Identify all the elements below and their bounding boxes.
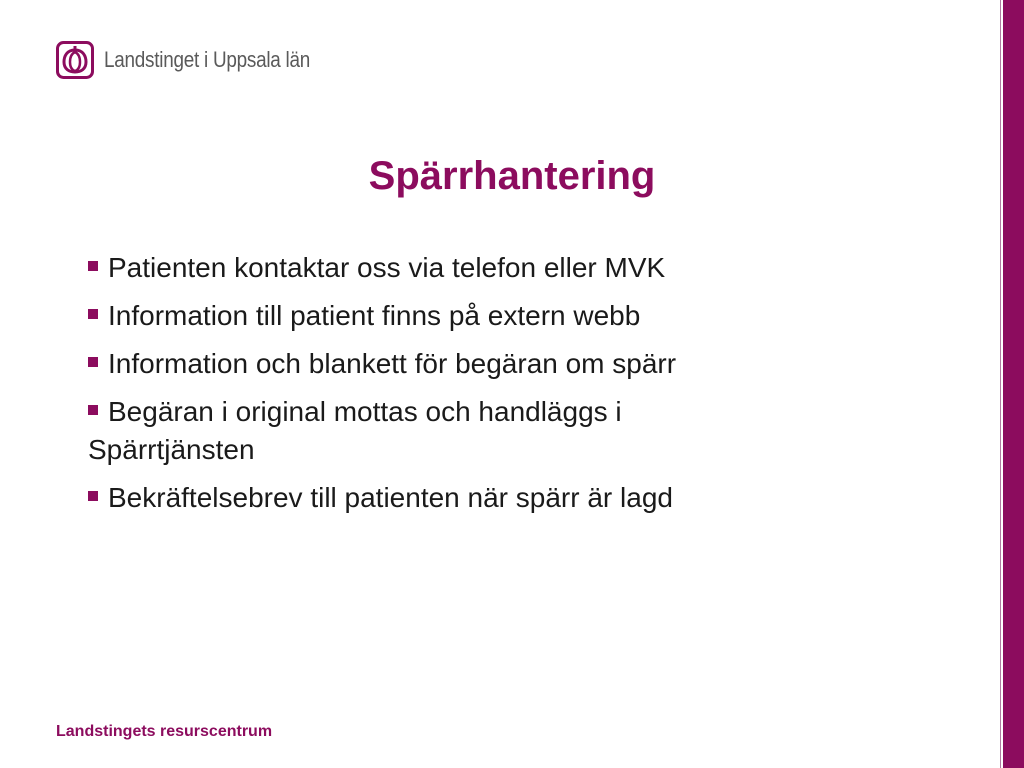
right-edge-line [1000, 0, 1001, 768]
bullet-text: Bekräftelsebrev till patienten när spärr är lagd [108, 482, 673, 513]
bullet-item [88, 249, 968, 287]
bullet-text: Patienten kontaktar oss via telefon eller MVK [108, 252, 666, 283]
bullet-item [88, 345, 968, 383]
bullet-item [88, 297, 968, 335]
bullet-text: Information och blankett för begäran om spärr [108, 348, 677, 379]
slide-title: Spärrhantering [368, 154, 656, 198]
logo-text: Landstinget i Uppsala län [104, 47, 311, 72]
bullet-text: Information till patient finns på extern webb [108, 300, 641, 331]
bullet-item [88, 479, 968, 517]
header-logo [56, 40, 344, 80]
bullet-square-icon [88, 491, 98, 501]
bullet-text: Begäran i original mottas och handläggs i Spärrtjänsten [88, 396, 622, 465]
footer-text: Landstingets resurscentrum [56, 723, 273, 740]
right-accent-bar [1003, 0, 1024, 768]
bullet-item [88, 393, 788, 469]
bullet-square-icon [88, 261, 98, 271]
bullet-square-icon [88, 309, 98, 319]
bullet-square-icon [88, 357, 98, 367]
bullet-square-icon [88, 405, 98, 415]
bullet-list [88, 249, 968, 527]
landstinget-logo-icon [56, 41, 94, 79]
